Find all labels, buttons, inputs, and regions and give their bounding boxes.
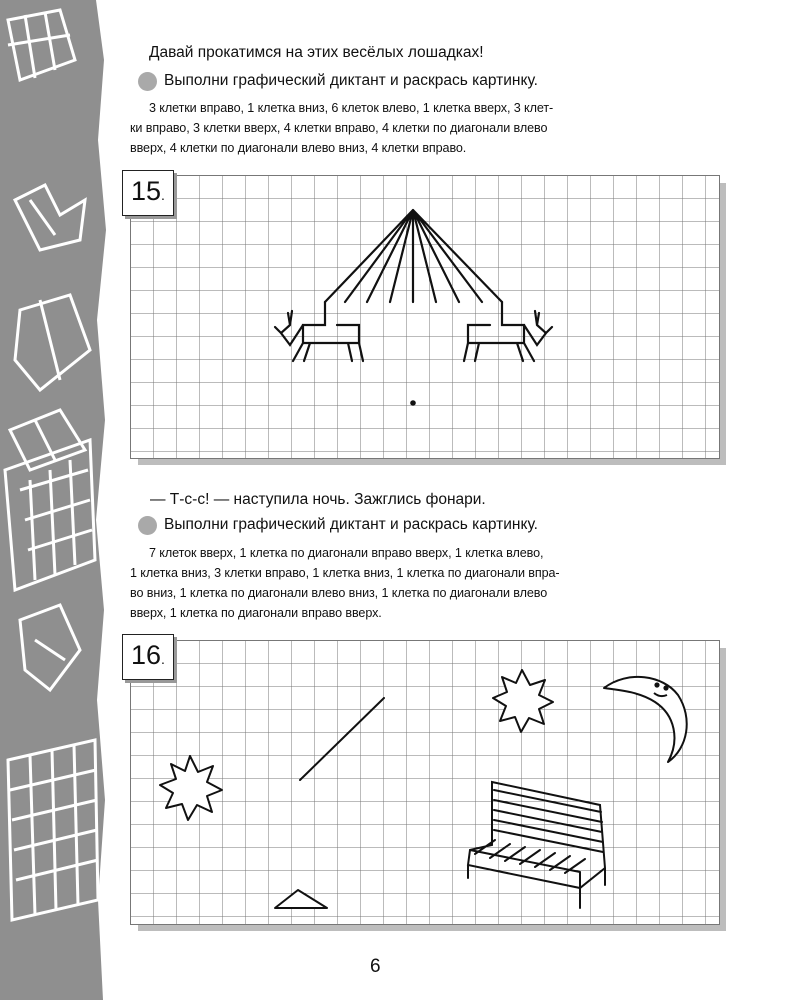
- instructions-16-line-3: во вниз, 1 клетка по диагонали влево вниз, 1 клетка по диагонали влево: [130, 586, 548, 600]
- task-bullet-16: [138, 516, 157, 535]
- exercise-15-number: 15: [131, 176, 162, 206]
- decorative-side-strip: [0, 0, 110, 1000]
- exercise-number-15: [122, 170, 174, 216]
- intro-text: Давай прокатимся на этих весёлых лошадках!: [149, 44, 484, 61]
- exercise-number-16: [122, 634, 174, 680]
- instructions-16-line-1: 7 клеток вверх, 1 клетка по диагонали вправо вверх, 1 клетка влево,: [149, 546, 544, 560]
- start-point-15: [410, 400, 416, 406]
- page-number: 6: [370, 956, 381, 977]
- exercise-16-number: 16: [131, 640, 162, 670]
- instructions-16-line-4: вверх, 1 клетка по диагонали вправо вверх.: [130, 606, 382, 620]
- grid-16: [130, 640, 728, 933]
- task-16: Выполни графический диктант и раскрась картинку.: [164, 516, 538, 533]
- exercise-16-dot: .: [161, 651, 165, 667]
- instructions-15-line-3: вверх, 4 клетки по диагонали влево вниз, 4 клетки вправо.: [130, 141, 467, 155]
- task-bullet-15: [138, 72, 157, 91]
- exercise-15-dot: .: [161, 187, 165, 203]
- grid-15: [130, 175, 728, 467]
- task-15: Выполни графический диктант и раскрась картинку.: [164, 72, 538, 89]
- instructions-15-line-2: ки вправо, 3 клетки вверх, 4 клетки вправо, 4 клетки по диагонали влево: [130, 121, 548, 135]
- instructions-15-line-1: 3 клетки вправо, 1 клетка вниз, 6 клеток влево, 1 клетка вверх, 3 клет-: [149, 101, 554, 115]
- instructions-16-line-2: 1 клетка вниз, 3 клетки вправо, 1 клетка вниз, 1 клетка по диагонали впра-: [130, 566, 560, 580]
- story-text: — Т-с-с! — наступила ночь. Зажглись фонари.: [150, 491, 486, 508]
